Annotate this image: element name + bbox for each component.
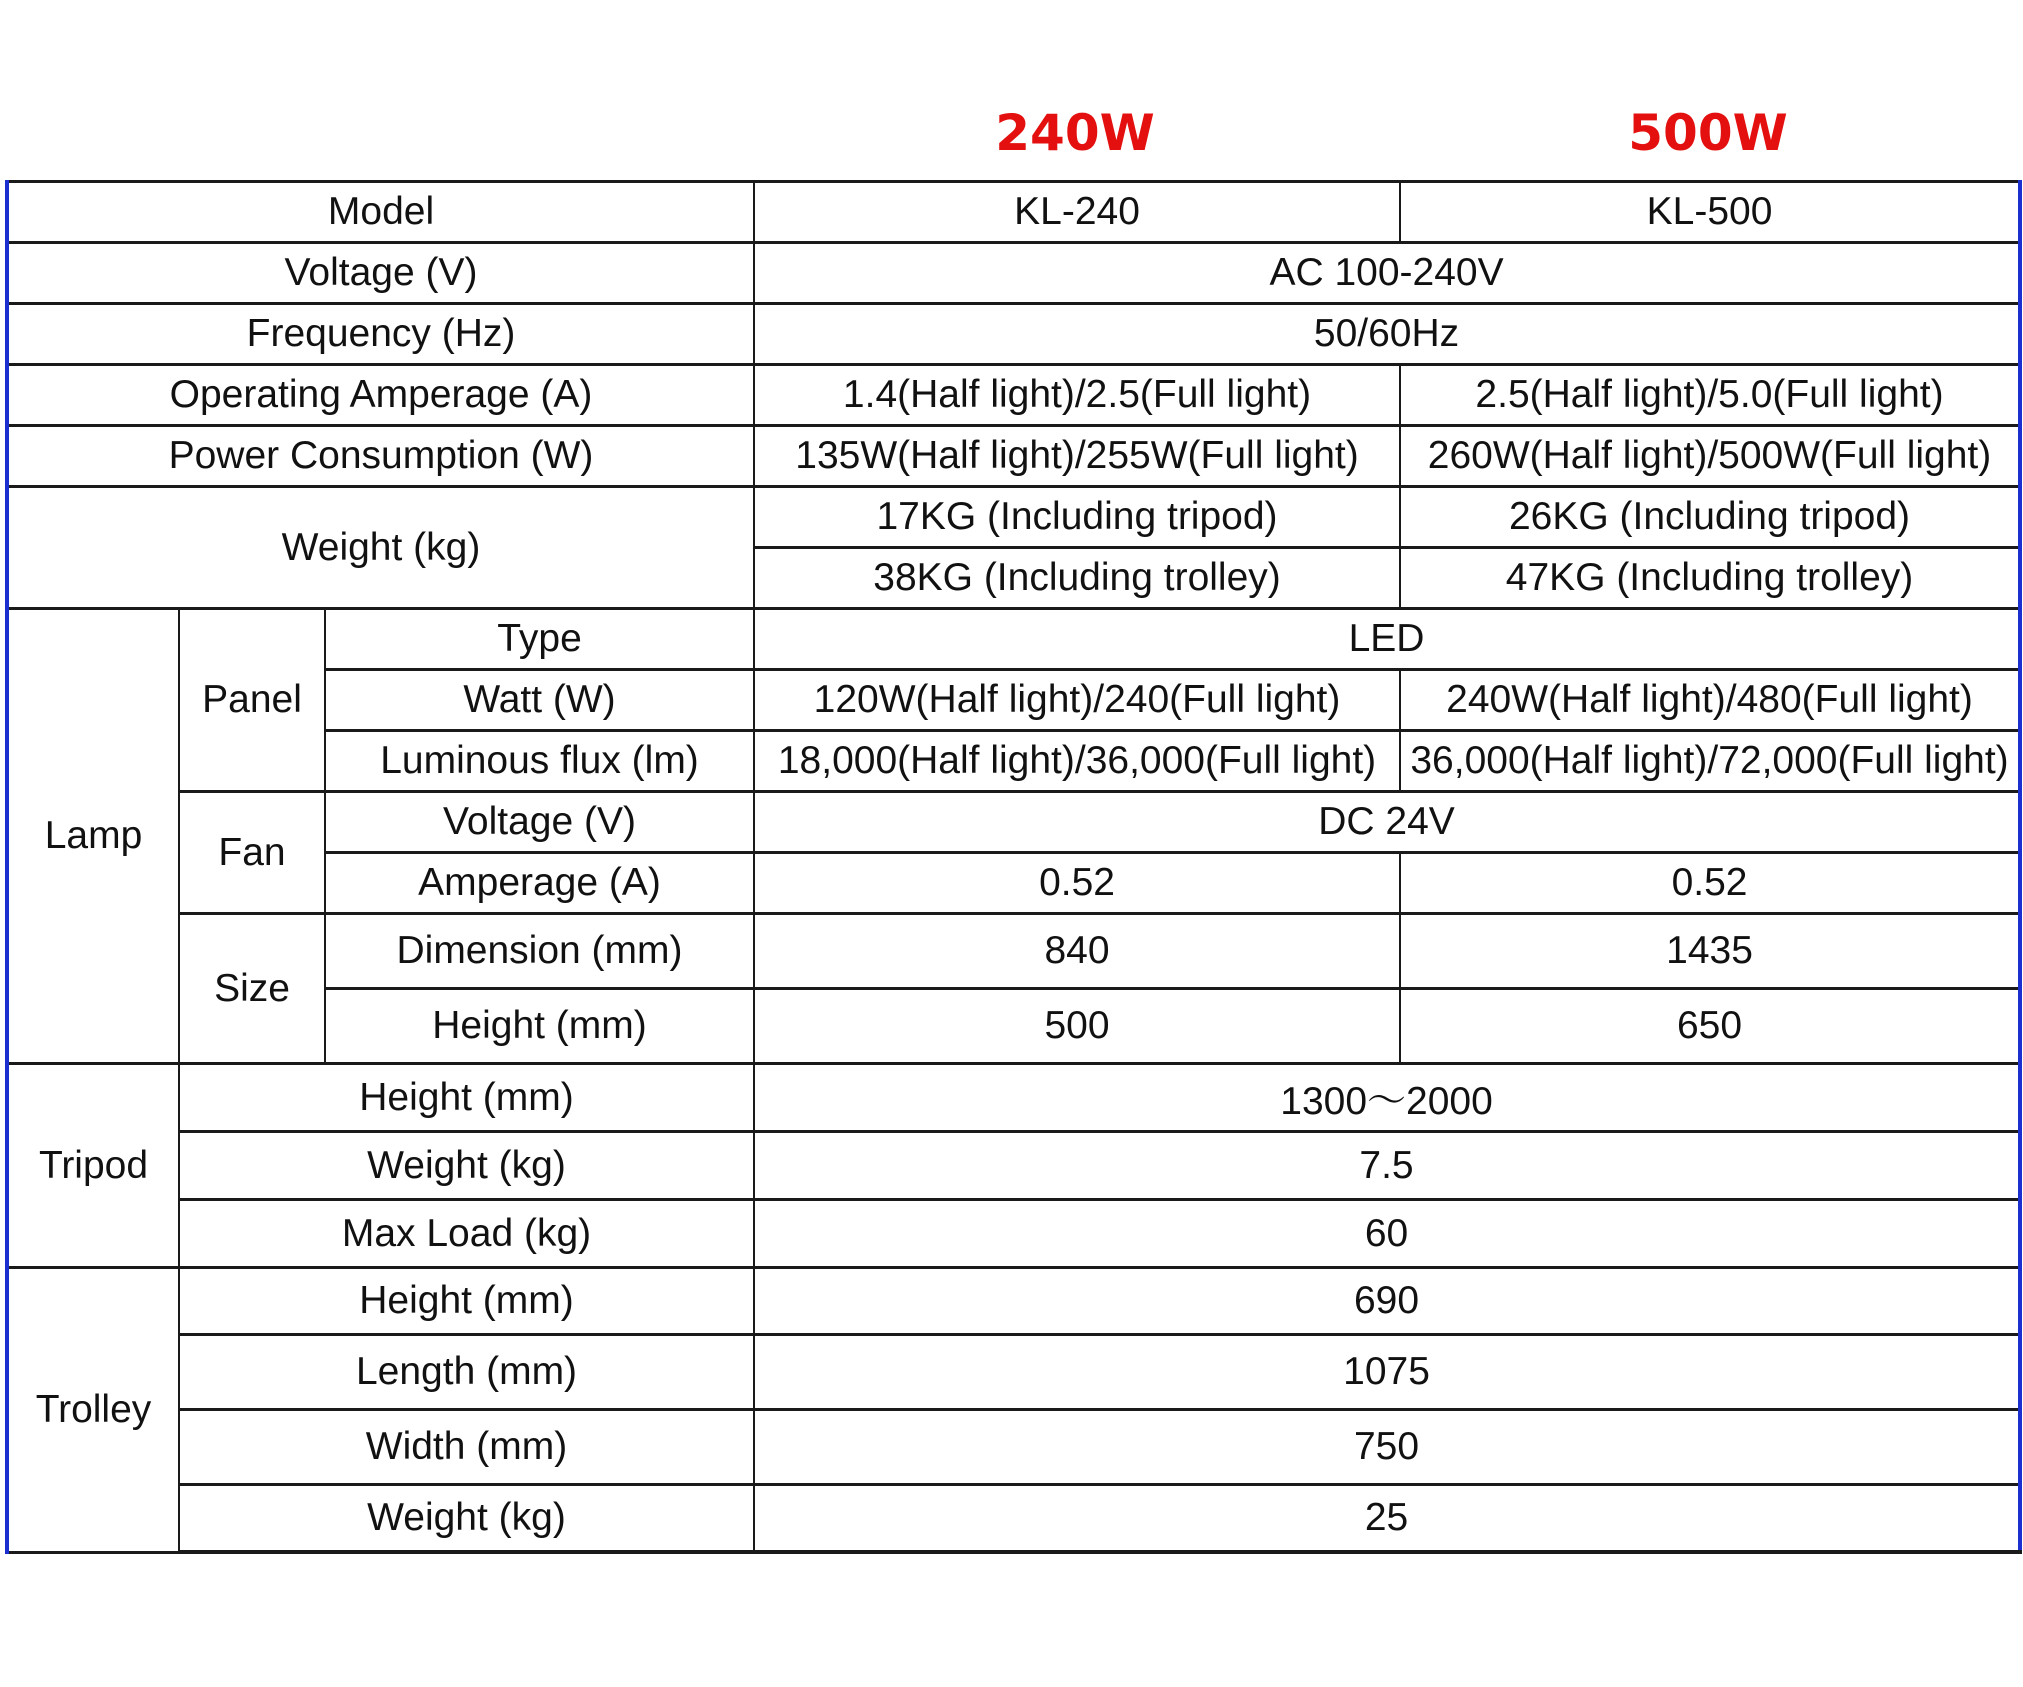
cell-panel-flux-kl500: 36,000(Half light)/72,000(Full light) xyxy=(1400,731,2020,792)
cell-trolley-width: 750 xyxy=(754,1410,2020,1485)
cell-power-kl240: 135W(Half light)/255W(Full light) xyxy=(754,426,1400,487)
cell-size-dimension-kl500: 1435 xyxy=(1400,914,2020,989)
cell-fan-voltage: DC 24V xyxy=(754,792,2020,853)
cell-trolley-length: 1075 xyxy=(754,1335,2020,1410)
cell-panel-watt-kl240: 120W(Half light)/240(Full light) xyxy=(754,670,1400,731)
subgroup-label-panel: Panel xyxy=(179,609,325,792)
subgroup-label-fan: Fan xyxy=(179,792,325,914)
cell-amperage-kl240: 1.4(Half light)/2.5(Full light) xyxy=(754,365,1400,426)
table-row-power-consumption xyxy=(7,426,2020,487)
cell-amperage-kl500: 2.5(Half light)/5.0(Full light) xyxy=(1400,365,2020,426)
group-label-lamp: Lamp xyxy=(7,609,179,1064)
group-label-tripod: Tripod xyxy=(7,1064,179,1268)
cell-panel-watt-kl500: 240W(Half light)/480(Full light) xyxy=(1400,670,2020,731)
row-label-tripod-weight: Weight (kg) xyxy=(179,1132,754,1200)
row-label-panel-flux: Luminous flux (lm) xyxy=(325,731,754,792)
cell-tripod-weight: 7.5 xyxy=(754,1132,2020,1200)
cell-weight-tripod-kl240: 17KG (Including tripod) xyxy=(754,487,1400,548)
row-label-tripod-max-load: Max Load (kg) xyxy=(179,1200,754,1268)
cell-power-kl500: 260W(Half light)/500W(Full light) xyxy=(1400,426,2020,487)
cell-trolley-weight: 25 xyxy=(754,1485,2020,1553)
cell-tripod-height: 1300～2000 xyxy=(754,1064,2020,1132)
table-row-size-dimension xyxy=(7,914,2020,989)
table-row-panel-type xyxy=(7,609,2020,670)
table-row-frequency xyxy=(7,304,2020,365)
row-label-trolley-width: Width (mm) xyxy=(179,1410,754,1485)
cell-tripod-max-load: 60 xyxy=(754,1200,2020,1268)
row-label-size-height: Height (mm) xyxy=(325,989,754,1064)
table-row-trolley-height xyxy=(7,1268,2020,1335)
table-row-trolley-length xyxy=(7,1335,2020,1410)
row-label-frequency: Frequency (Hz) xyxy=(7,304,754,365)
cell-weight-trolley-kl500: 47KG (Including trolley) xyxy=(1400,548,2020,609)
subgroup-label-size: Size xyxy=(179,914,325,1064)
cell-model-kl240: KL-240 xyxy=(754,182,1400,243)
row-label-fan-voltage: Voltage (V) xyxy=(325,792,754,853)
cell-weight-tripod-kl500: 26KG (Including tripod) xyxy=(1400,487,2020,548)
cell-panel-type: LED xyxy=(754,609,2020,670)
table-row-voltage xyxy=(7,243,2020,304)
row-label-trolley-length: Length (mm) xyxy=(179,1335,754,1410)
table-row-operating-amperage xyxy=(7,365,2020,426)
row-label-voltage: Voltage (V) xyxy=(7,243,754,304)
row-label-size-dimension: Dimension (mm) xyxy=(325,914,754,989)
row-label-panel-watt: Watt (W) xyxy=(325,670,754,731)
row-label-fan-amperage: Amperage (A) xyxy=(325,853,754,914)
table-row-tripod-height xyxy=(7,1064,2020,1132)
cell-size-height-kl500: 650 xyxy=(1400,989,2020,1064)
cell-frequency: 50/60Hz xyxy=(754,304,2020,365)
row-label-power-consumption: Power Consumption (W) xyxy=(7,426,754,487)
row-label-trolley-height: Height (mm) xyxy=(179,1268,754,1335)
row-label-trolley-weight: Weight (kg) xyxy=(179,1485,754,1553)
cell-fan-amperage-kl500: 0.52 xyxy=(1400,853,2020,914)
row-label-weight: Weight (kg) xyxy=(7,487,754,609)
table-row-trolley-width xyxy=(7,1410,2020,1485)
row-label-model: Model xyxy=(7,182,754,243)
table-row-tripod-max-load xyxy=(7,1200,2020,1268)
cell-size-height-kl240: 500 xyxy=(754,989,1400,1064)
group-label-trolley: Trolley xyxy=(7,1268,179,1553)
column-heading-240w: 240W xyxy=(995,104,1155,162)
table-row-model xyxy=(7,182,2020,243)
column-heading-500w: 500W xyxy=(1628,104,1788,162)
cell-panel-flux-kl240: 18,000(Half light)/36,000(Full light) xyxy=(754,731,1400,792)
spec-table xyxy=(5,180,2022,1554)
table-row-weight-tripod xyxy=(7,487,2020,548)
row-label-operating-amperage: Operating Amperage (A) xyxy=(7,365,754,426)
cell-fan-amperage-kl240: 0.52 xyxy=(754,853,1400,914)
row-label-tripod-height: Height (mm) xyxy=(179,1064,754,1132)
cell-weight-trolley-kl240: 38KG (Including trolley) xyxy=(754,548,1400,609)
table-row-trolley-weight xyxy=(7,1485,2020,1553)
table-row-fan-voltage xyxy=(7,792,2020,853)
row-label-panel-type: Type xyxy=(325,609,754,670)
cell-size-dimension-kl240: 840 xyxy=(754,914,1400,989)
cell-model-kl500: KL-500 xyxy=(1400,182,2020,243)
table-row-tripod-weight xyxy=(7,1132,2020,1200)
cell-voltage: AC 100-240V xyxy=(754,243,2020,304)
cell-trolley-height: 690 xyxy=(754,1268,2020,1335)
